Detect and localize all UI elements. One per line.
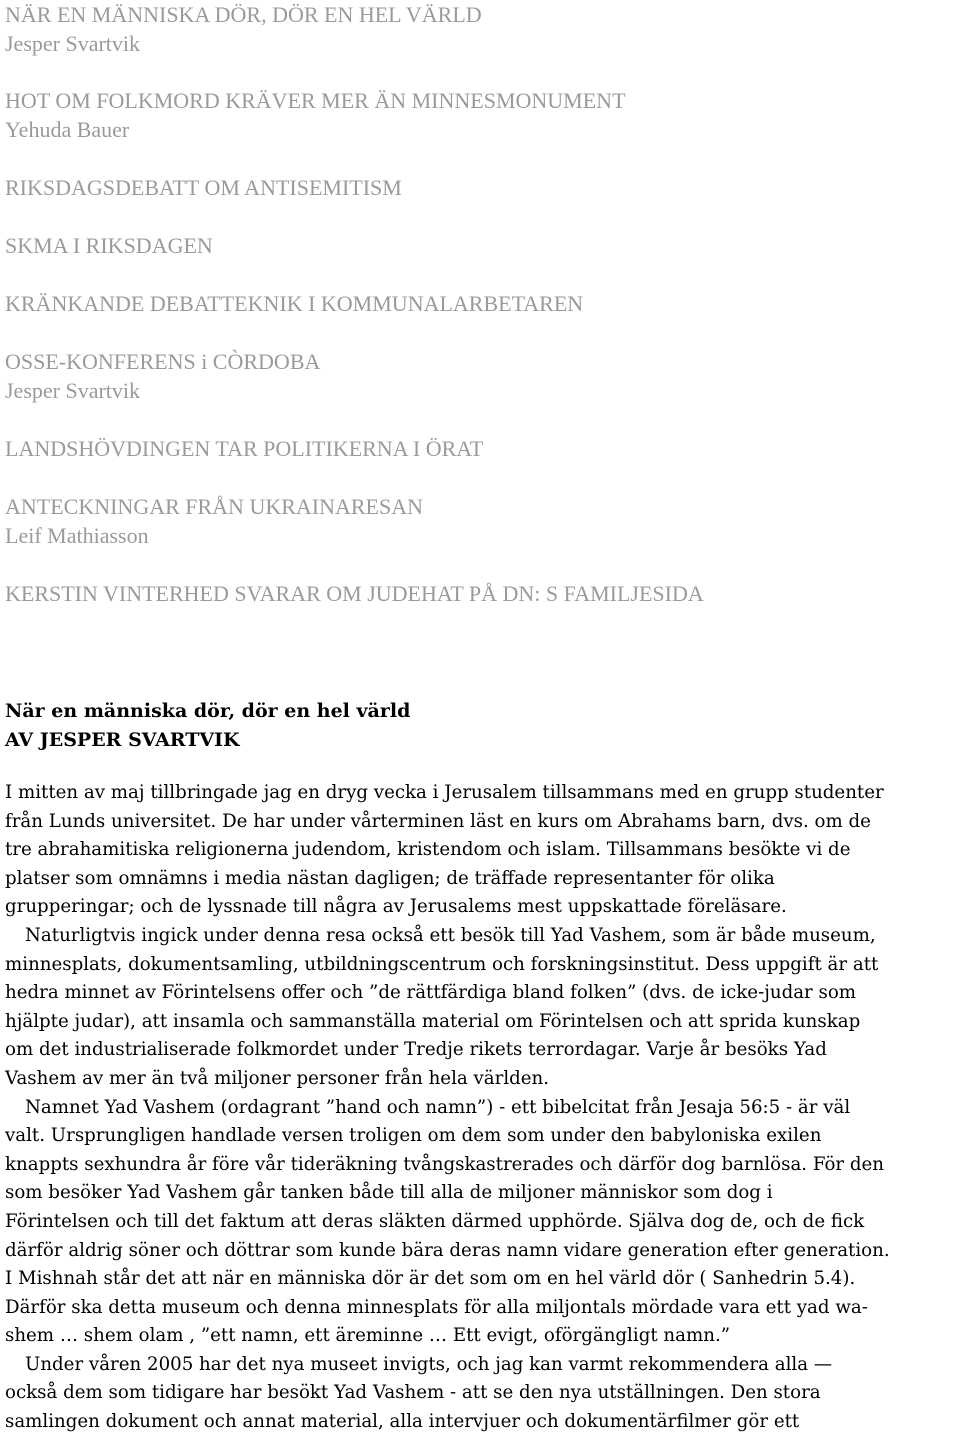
body-line: hedra minnet av Förintelsens offer och ”de rättfärdiga bland folken” (dvs. de icke-judar som — [5, 982, 857, 1004]
body-line: shem … shem olam , ”ett namn, ett äreminne … Ett evigt, oförgängligt namn.” — [5, 1325, 731, 1347]
toc-title: RIKSDAGSDEBATT OM ANTISEMITISM — [5, 175, 402, 200]
toc-entry — [5, 492, 423, 550]
body-line: om det industrialiserade folkmordet under Tredje rikets terrordagar. Varje år besöks Yad — [5, 1039, 827, 1061]
body-line: I mitten av maj tillbringade jag en dryg vecka i Jerusalem tillsammans med en grupp studenter — [5, 782, 884, 803]
body-line: Under våren 2005 har det nya museet invigts, och jag kan varmt rekommendera alla — — [25, 1353, 833, 1375]
body-line: som besöker Yad Vashem går tanken både till alla de miljoner människor som dog i — [5, 1182, 773, 1204]
toc-entry — [5, 579, 704, 608]
toc-entry — [5, 289, 583, 318]
body-line: tre abrahamitiska religionerna judendom, kristendom och islam. Tillsammans besökte vi de — [5, 839, 851, 861]
toc-title: OSSE-KONFERENS i CÒRDOBA — [5, 349, 321, 374]
toc-title: LANDSHÖVDINGEN TAR POLITIKERNA I ÖRAT — [5, 436, 484, 461]
body-line: platser som omnämns i media nästan dagligen; de träffade representanter för olika — [5, 867, 775, 889]
body-line: därför aldrig söner och döttrar som kunde bära deras namn vidare generation efter generation. — [5, 1239, 890, 1261]
body-line: minnesplats, dokumentsamling, utbildningscentrum och forskningsinstitut. Dess uppgift är att — [5, 953, 879, 975]
toc-entry — [5, 173, 402, 202]
toc-title: KRÄNKANDE DEBATTEKNIK I KOMMUNALARBETAREN — [5, 291, 584, 316]
toc-entry — [5, 347, 320, 405]
body-line: I Mishnah står det att när en människa dör är det som om en hel värld dör ( Sanhedrin 5.4). — [5, 1268, 856, 1290]
body-line: knappts sexhundra år före vår tideräkning tvångskastrerades och därför dog barnlösa. För den — [5, 1153, 885, 1175]
body-line: valt. Ursprungligen handlade versen troligen om dem som under den babyloniska exilen — [5, 1125, 822, 1147]
body-line: Därför ska detta museum och denna minnesplats för alla miljontals mördade vara ett yad wa- — [5, 1296, 868, 1318]
body-line: Vashem av mer än två miljoner personer från hela världen. — [5, 1067, 550, 1089]
toc-author: Jesper Svartvik — [5, 31, 141, 56]
toc-entry — [5, 0, 482, 58]
body-line: samlingen dokument och annat material, alla intervjuer och dokumentärfilmer gör ett — [5, 1411, 800, 1433]
toc-title: KERSTIN VINTERHED SVARAR OM JUDEHAT PÅ DN: S FAMILJESIDA — [5, 581, 704, 606]
toc-author: Leif Mathiasson — [5, 523, 149, 548]
toc-author: Yehuda Bauer — [5, 117, 130, 142]
body-line: Naturligtvis ingick under denna resa också ett besök till Yad Vashem, som är både museum, — [25, 924, 876, 946]
toc-entry — [5, 231, 213, 260]
body-line: Förintelsen och till det faktum att deras släkten därmed upphörde. Själva dog de, och de fick — [5, 1210, 865, 1232]
toc-title: HOT OM FOLKMORD KRÄVER MER ÄN MINNESMONUMENT — [5, 88, 626, 113]
toc-title: NÄR EN MÄNNISKA DÖR, DÖR EN HEL VÄRLD — [5, 2, 482, 27]
body-line: grupperingar; och de lyssnade till några av Jerusalems mest uppskattade föreläsare. — [5, 896, 787, 918]
toc-entry — [5, 434, 483, 463]
body-line: Namnet Yad Vashem (ordagrant ”hand och namn”) - ett bibelcitat från Jesaja 56:5 - är väl — [25, 1096, 851, 1118]
toc-title: ANTECKNINGAR FRÅN UKRAINARESAN — [5, 494, 424, 519]
article — [5, 697, 957, 1437]
toc-title: SKMA I RIKSDAGEN — [5, 233, 213, 258]
article-byline: AV JESPER SVARTVIK — [5, 729, 240, 751]
body-line: också dem som tidigare har besökt Yad Vashem - att se den nya utställningen. Den stora — [5, 1382, 821, 1404]
article-title: När en människa dör, dör en hel värld — [5, 700, 411, 722]
toc-author: Jesper Svartvik — [5, 378, 141, 403]
body-line: hjälpte judar), att insamla och sammanställa material om Förintelsen och att sprida kunskap — [5, 1010, 861, 1032]
body-line: från Lunds universitet. De har under vårterminen läst en kurs om Abrahams barn, dvs. om de — [5, 810, 871, 832]
article-body — [5, 779, 957, 1437]
toc-entry — [5, 86, 626, 144]
